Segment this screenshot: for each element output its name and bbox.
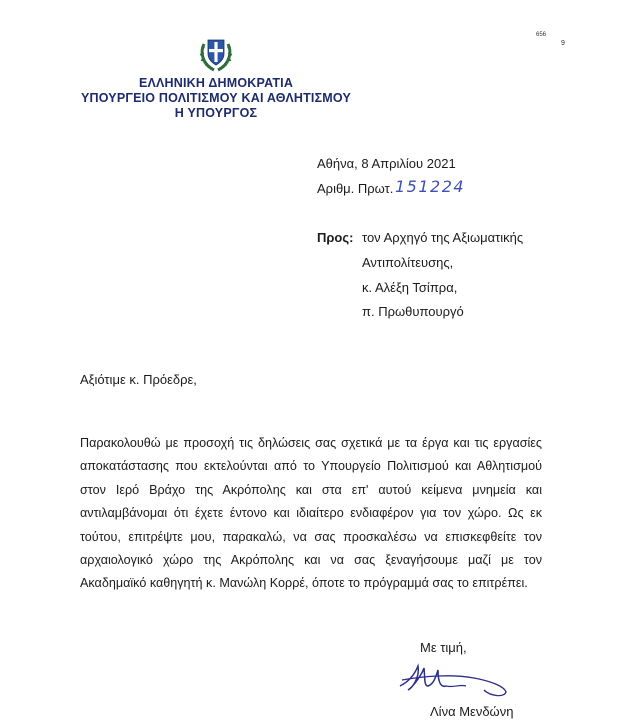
recipient-line: π. Πρωθυπουργό xyxy=(362,304,464,319)
greek-coat-of-arms-icon xyxy=(197,34,235,74)
recipient-line: κ. Αλέξη Τσίπρα, xyxy=(362,280,458,295)
letter-body: Παρακολουθώ με προσοχή τις δηλώσεις σας σχετικά με τα έργα και τις εργασίες αποκατάστασης που εκτελούνται από το Υπουργείο Πολιτισμού και Αθλητισμού στον Ιερό Βράχο της Ακρόπολης και στα επ' αυτού κείμενα μνημεία και αντιλαμβάνομαι ότι έχετε έντονο και ιδιαίτερο ενδιαφέρον για τον χώρο. Ως εκ τούτου, επιτρέψτε μου, παρακαλώ, να σας προσκαλέσω να επισκεφθείτε τον αρχαιολογικό χώρο της Ακρόπολης και να σας ξεναγήσουμε μαζί με τον Ακαδημαϊκό καθηγητή κ. Μανώλη Κορρέ, όποτε το πρόγραμμά σας το επιτρέπει. xyxy=(80,436,542,591)
signature-image xyxy=(394,656,522,704)
corner-mark: 9 xyxy=(561,40,565,47)
closing: Με τιμή, xyxy=(420,640,467,655)
header-state: ΕΛΛΗΝΙΚΗ ΔΗΜΟΚΡΑΤΙΑ xyxy=(138,76,294,90)
protocol-label: Αριθμ. Πρωτ. xyxy=(317,181,394,196)
salutation: Αξιότιμε κ. Πρόεδρε, xyxy=(80,372,197,387)
recipient-line: τον Αρχηγό της Αξιωματικής xyxy=(362,230,524,245)
recipient-label: Προς: xyxy=(317,230,354,245)
header-ministry: ΥΠΟΥΡΓΕΙΟ ΠΟΛΙΤΙΣΜΟΥ ΚΑΙ ΑΘΛΗΤΙΣΜΟΥ xyxy=(80,91,352,105)
protocol-number: 151224 xyxy=(395,177,466,196)
corner-code: 656 xyxy=(536,32,547,38)
signatory-name: Λίνα Μενδώνη xyxy=(430,704,514,719)
header-office: Η ΥΠΟΥΡΓΟΣ xyxy=(174,106,258,120)
letter-date: Αθήνα, 8 Απριλίου 2021 xyxy=(317,156,456,171)
recipient-line: Αντιπολίτευσης, xyxy=(362,255,454,270)
